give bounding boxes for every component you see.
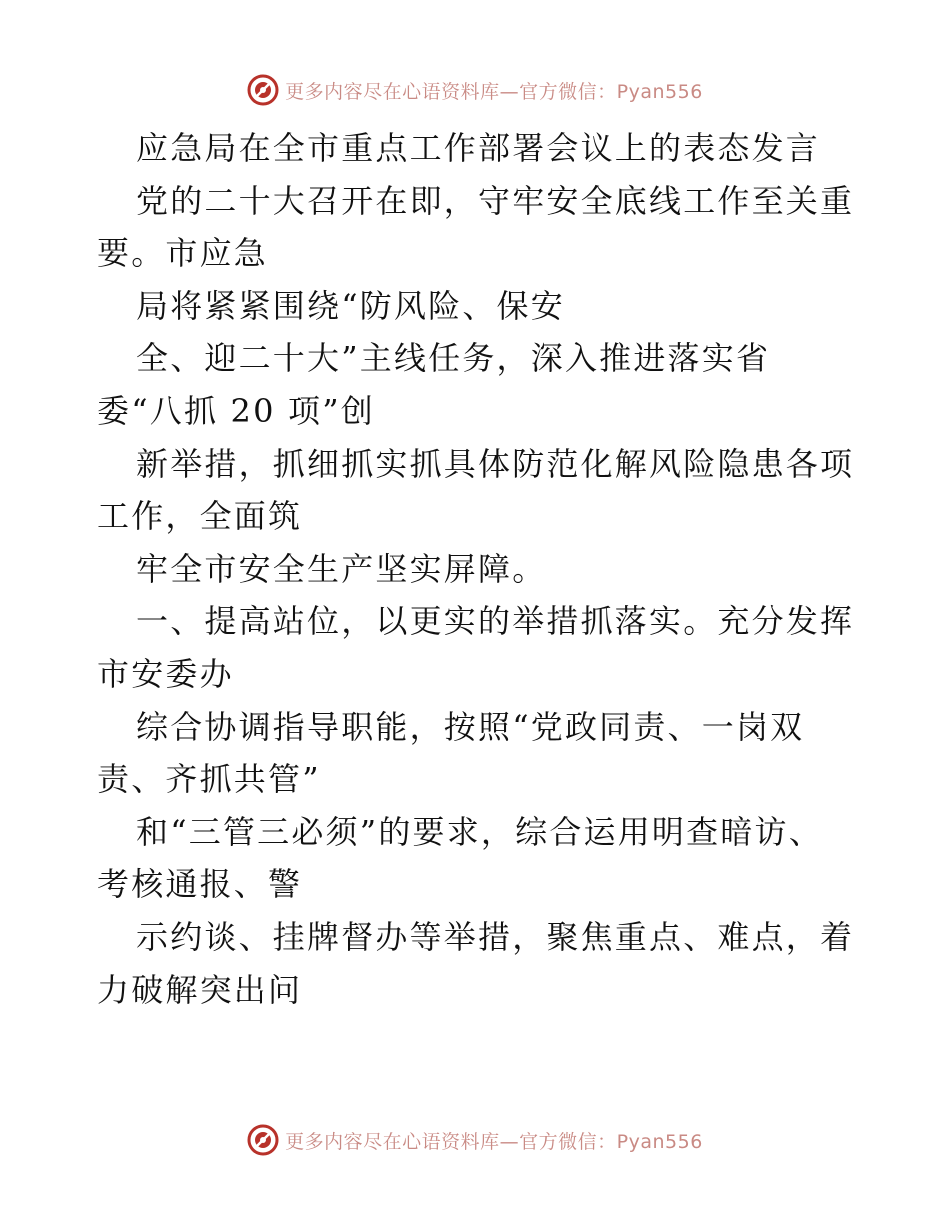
footer-banner xyxy=(0,1120,950,1160)
paragraph-line: 全、迎二十大”主线任务，深入推进落实省 xyxy=(136,339,771,378)
red-circle-emblem-icon xyxy=(247,74,279,106)
paragraph-line: 党的二十大召开在即，守牢安全底线工作至关重 xyxy=(136,181,855,220)
paragraph-line: 和“三管三必须”的要求，综合运用明查暗访、 xyxy=(136,812,823,851)
paragraph-line: 示约谈、挂牌督办等举措，聚焦重点、难点，着 xyxy=(136,917,855,956)
header-banner-text: 更多内容尽在心语资料库—官方微信：Pyan556 xyxy=(285,80,703,103)
paragraph-line: 牢全市安全生产坚实屏障。 xyxy=(136,549,547,588)
footer-banner-text: 更多内容尽在心语资料库—官方微信：Pyan556 xyxy=(285,1130,703,1153)
red-circle-emblem-icon xyxy=(247,1124,279,1156)
paragraph-line: 综合协调指导职能，按照“党政同责、一岗双 xyxy=(136,707,805,746)
paragraph-line: 工作，全面筑 xyxy=(97,497,303,536)
paragraph-line: 局将紧紧围绕“防风险、保安 xyxy=(136,286,565,325)
paragraph-line: 市安委办 xyxy=(97,654,234,693)
paragraph-line: 要。市应急 xyxy=(97,234,269,273)
header-banner xyxy=(0,70,950,110)
document-title: 应急局在全市重点工作部署会议上的表态发言 xyxy=(136,129,821,167)
section-heading-line: 一、提高站位，以更实的举措抓落实。充分发挥 xyxy=(136,602,855,641)
paragraph-line: 新举措，抓细抓实抓具体防范化解风险隐患各项 xyxy=(136,444,855,483)
paragraph-line: 力破解突出问 xyxy=(97,970,303,1009)
paragraph-line: 责、齐抓共管” xyxy=(97,760,321,799)
document-body xyxy=(97,122,857,1016)
paragraph-line: 委“八抓 20 项”创 xyxy=(97,391,375,430)
paragraph-line: 考核通报、警 xyxy=(97,865,303,904)
